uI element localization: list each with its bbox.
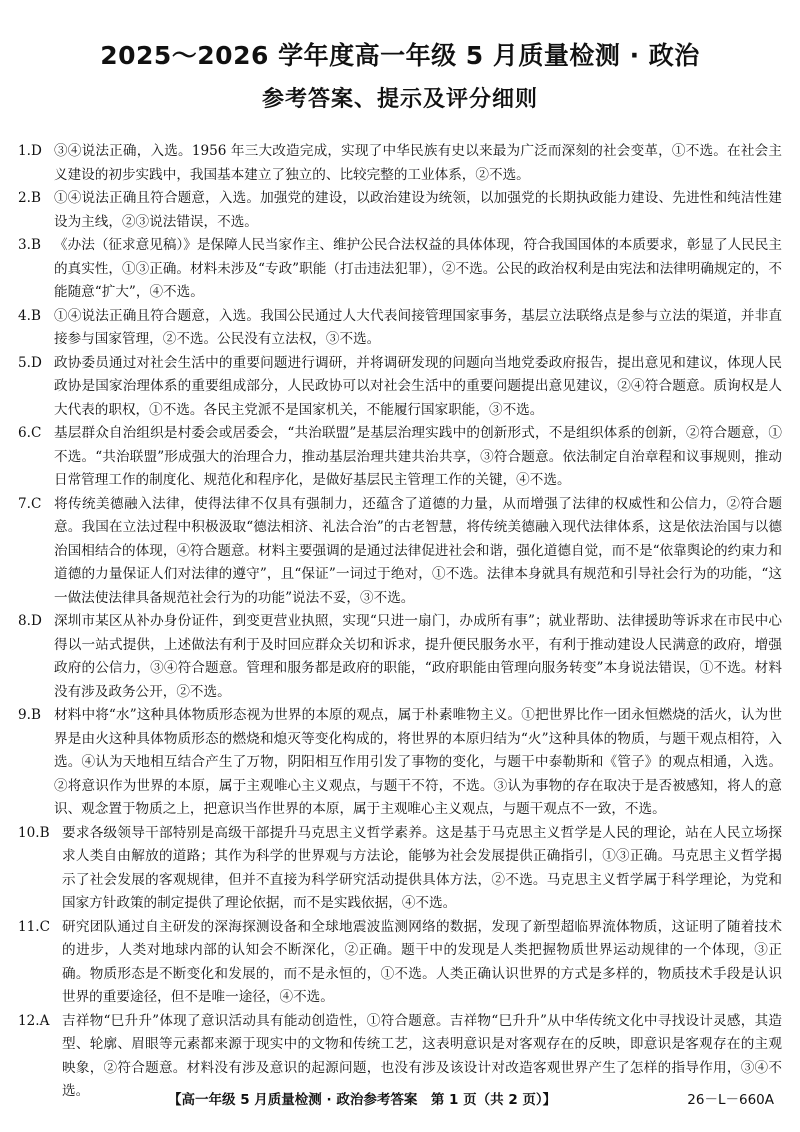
- answer-explanation: 吉祥物“巳升升”体现了意识活动具有能动创造性，①符合题意。吉祥物“巳升升”从中华传统文化中寻找设计灵感，其造型、轮廓、眉眼等元素都来源于现实中的文物和传统工艺，这表明意识是对客观存在的反映，即意识是客观存在的主观映象，②符合题意。材料没有涉及意识的起源问题，也没有涉及该设计对改造客观世界产生了怎样的指导作用，③④不选。: [62, 1012, 782, 1099]
- footer-page-info: 【高一年级 5 月质量检测 · 政治参考答案 第 1 页（共 2 页）】: [168, 1092, 557, 1108]
- answer-item-1: [18, 140, 782, 187]
- answer-explanation: ①④说法正确且符合题意，入选。我国公民通过人大代表间接管理国家事务，基层立法联络点是参与立法的渠道，并非直接参与国家管理，②不选。公民没有立法权，③不选。: [54, 307, 782, 347]
- answer-item-7: [18, 493, 782, 611]
- answer-explanation: 要求各级领导干部特别是高级干部提升马克思主义哲学素养。这是基于马克思主义哲学是人民的理论，站在人民立场探求人类自由解放的道路；其作为科学的世界观与方法论，能够为社会发展提供正确指引，①③正确。马克思主义哲学揭示了社会发展的客观规律，但并不直接为科学研究活动提供具体方法，②不选。马克思主义哲学属于科学理论，为党和国家方针政策的制定提供了理论依据，而不是实践依据，④不选。: [62, 824, 782, 911]
- answer-number: 6.C: [18, 425, 42, 441]
- answer-item-5: [18, 352, 782, 423]
- answer-explanation: 将传统美德融入法律，使得法律不仅具有强制力，还蕴含了道德的力量，从而增强了法律的权威性和公信力，②符合题意。我国在立法过程中积极汲取“德法相济、礼法合治”的古老智慧，将传统美德融入现代法律体系，这是依法治国与以德治国相结合的体现，④符合题意。材料主要强调的是通过法律促进社会和谐，强化道德自觉，而不是“依靠舆论的约束力和道德的力量保证人们对法律的遵守”，且“保证”一词过于绝对，①不选。法律本身就具有规范和引导社会行为的功能，“这一做法使法律具备规范社会行为的功能”说法不妥，③不选。: [54, 495, 782, 606]
- answer-explanation: 基层群众自治组织是村委会或居委会，“共治联盟”是基层治理实践中的创新形式，不是组织体系的创新，②符合题意，①不选。“共治联盟”形成强大的治理合力，推动基层治理共建共治共享，③符合题意。依法制定自治章程和议事规则，推动日常管理工作的制度化、规范化和程序化，是做好基层民主管理工作的关键，④不选。: [54, 425, 782, 488]
- answer-number: 4.B: [18, 307, 41, 324]
- answer-number: 12.A: [18, 1012, 50, 1029]
- answer-list: [18, 140, 782, 1104]
- answer-item-11: [18, 916, 782, 1010]
- answer-explanation: ③④说法正确，入选。1956 年三大改造完成，实现了中华民族有史以来最为广泛而深刻的社会变革，①不选。在社会主义建设的初步实践中，我国基本建立了独立的、比较完整的工业体系，②不选。: [54, 143, 782, 183]
- answer-explanation: ①④说法正确且符合题意，入选。加强党的建设，以政治建设为统领，以加强党的长期执政能力建设、先进性和纯洁性建设为主线，②③说法错误，不选。: [54, 190, 782, 230]
- answer-explanation: 政协委员通过对社会生活中的重要问题进行调研，并将调研发现的问题向当地党委政府报告，提出意见和建议，体现人民政协是国家治理体系的重要组成部分，人民政协可以对社会生活中的重要问题提出意见建议，②④符合题意。质询权是人大代表的职权，①不选。各民主党派不是国家机关，不能履行国家职能，③不选。: [54, 354, 782, 418]
- answer-item-4: [18, 305, 782, 352]
- answer-number: 5.D: [18, 354, 42, 371]
- footer-paper-code: 26－L－660A: [687, 1092, 774, 1108]
- page-subtitle: 参考答案、提示及评分细则: [261, 87, 538, 112]
- answer-item-10: [18, 822, 782, 916]
- answer-explanation: 深圳市某区从补办身份证件，到变更营业执照，实现“只进一扇门，办成所有事”；就业帮助、法律援助等诉求在市民中心得以一站式提供，上述做法有利于及时回应群众关切和诉求，提升便民服务水平，有利于推动建设人民满意的政府，增强政府的公信力，③④符合题意。管理和服务都是政府的职能，“政府职能由管理向服务转变”本身说法错误，①不选。材料没有涉及政务公开，②不选。: [54, 613, 782, 700]
- answer-number: 2.B: [18, 190, 41, 206]
- answer-explanation: 《办法（征求意见稿）》是保障人民当家作主、维护公民合法权益的具体体现，符合我国国体的本质要求，彰显了人民民主的真实性，①③正确。材料未涉及“专政”职能（打击违法犯罪），②不选。公民的政治权利是由宪法和法律明确规定的，不能随意“扩大”，④不选。: [54, 237, 782, 300]
- answer-item-6: [18, 422, 782, 493]
- answer-number: 7.C: [18, 495, 42, 512]
- answer-number: 9.B: [18, 707, 41, 723]
- answer-explanation: 材料中将“水”这种具体物质形态视为世界的本原的观点，属于朴素唯物主义。①把世界比作一团永恒燃烧的活火，认为世界是由火这种具体物质形态的燃烧和熄灭等变化构成的，将世界的本原归结为“火”这种具体的物质，与题干观点相符，入选。④认为天地相互结合产生了万物，阴阳相互作用引发了事物的变化，与题干中泰勒斯和《管子》的观点相通，入选。②将意识作为世界的本原，属于主观唯心主义观点，与题干不符，不选。③认为事物的存在取决于是否被感知，将人的意识、观念置于物质之上，把意识当作世界的本原，属于主观唯心主义观点，与题干观点不一致，不选。: [54, 707, 782, 817]
- answer-number: 8.D: [18, 613, 42, 629]
- answer-explanation: 研究团队通过自主研发的深海探测设备和全球地震波监测网络的数据，发现了新型超临界流体物质，这证明了随着技术的进步，人类对地球内部的认知会不断深化，②正确。题干中的发现是人类把握物质世界运动规律的一个体现，③正确。物质形态是不断变化和发展的，而不是永恒的，①不选。人类正确认识世界的方式是多样的，物质技术手段是认识世界的重要途径，但不是唯一途径，④不选。: [62, 918, 782, 1005]
- answer-item-2: [18, 187, 782, 234]
- answer-number: 1.D: [18, 143, 42, 159]
- answer-item-3: [18, 234, 782, 305]
- page-title: 2025～2026 学年度高一年级 5 月质量检测 · 政治: [100, 41, 700, 70]
- answer-item-9: [18, 704, 782, 822]
- answer-number: 11.C: [18, 918, 51, 935]
- answer-item-8: [18, 610, 782, 704]
- answer-number: 10.B: [18, 824, 50, 841]
- answer-number: 3.B: [18, 237, 41, 253]
